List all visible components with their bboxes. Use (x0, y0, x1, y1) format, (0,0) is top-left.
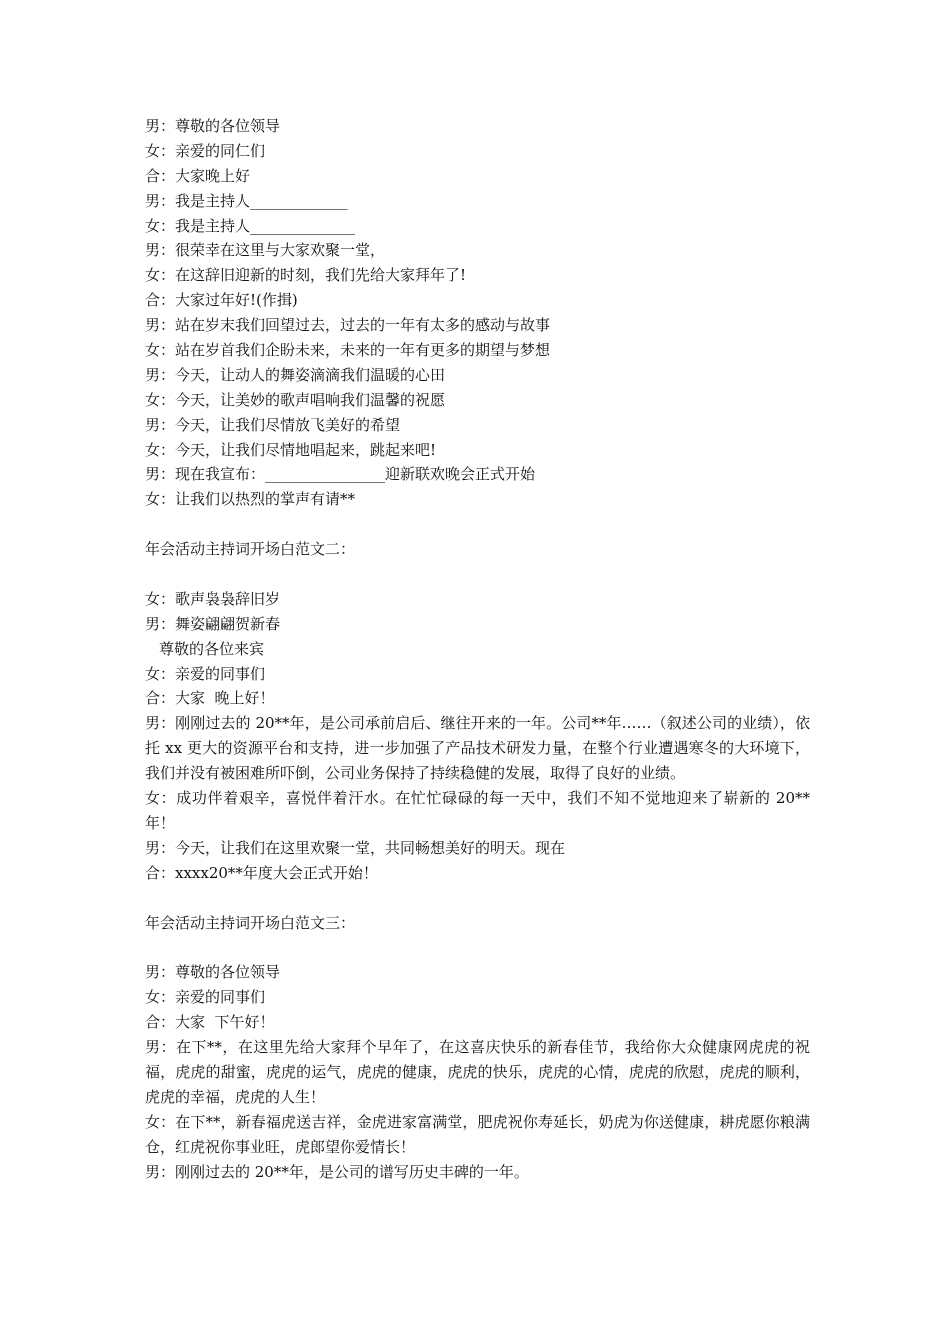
spacer (145, 886, 810, 911)
script-line: 合：大家 晚上好！ (145, 689, 275, 708)
script-line: 女：今天，让美妙的歌声唱响我们温馨的祝愿 (145, 390, 446, 409)
section-one (145, 114, 810, 512)
section-heading-three: 年会活动主持词开场白范文三： (145, 913, 356, 932)
script-line: 男：尊敬的各位领导 (145, 963, 281, 982)
script-line: 女：亲爱的同事们 (145, 664, 266, 683)
script-line: 女：在这辞旧迎新的时刻，我们先给大家拜年了! (145, 266, 467, 285)
script-line: 女：亲爱的同仁们 (145, 141, 266, 160)
script-line: 合：大家晚上好 (145, 166, 251, 185)
script-line: 男：我是主持人_____________ (145, 191, 348, 210)
script-line: 男：今天，让我们尽情放飞美好的希望 (145, 415, 401, 434)
script-line: 女：亲爱的同事们 (145, 988, 266, 1007)
script-line: 男：很荣幸在这里与大家欢聚一堂， (145, 241, 386, 260)
script-paragraph: 男：在下**，在这里先给大家拜个早年了，在这喜庆快乐的新春佳节，我给你大众健康网虎虎的祝福，虎虎的甜蜜，虎虎的运气，虎虎的健康，虎虎的快乐，虎虎的心情，虎虎的欣慰，虎虎的顺利，虎虎的幸福，虎虎的人生！ (145, 1038, 810, 1106)
script-paragraph: 女：成功伴着艰辛，喜悦伴着汗水。在忙忙碌碌的每一天中，我们不知不觉地迎来了崭新的 20**年！ (145, 789, 810, 832)
section-three (145, 960, 810, 1184)
script-line: 女：歌声袅袅辞旧岁 (145, 589, 281, 608)
script-line: 女：站在岁首我们企盼未来，未来的一年有更多的期望与梦想 (145, 341, 551, 360)
section-heading-two: 年会活动主持词开场白范文二： (145, 540, 356, 559)
script-line: 合：大家 下午好！ (145, 1013, 275, 1032)
document-page (145, 114, 810, 1184)
spacer (145, 935, 810, 960)
script-paragraph: 男：刚刚过去的 20**年，是公司承前启后、继往开来的一年。公司**年……（叙述公司的业绩），依托 xx 更大的资源平台和支持，进一步加强了产品技术研发力量，在整个行业遭遇寒冬的大环境下，我们并没有被困难所吓倒，公司业务保持了持续稳健的发展，取得了良好的业绩。 (145, 714, 810, 783)
script-line: 合：大家过年好!(作揖) (145, 291, 298, 310)
script-line: 男：今天，让我们在这里欢聚一堂，共同畅想美好的明天。现在 (145, 838, 566, 857)
spacer (145, 562, 810, 587)
spacer (145, 512, 810, 537)
script-line: 男：今天，让动人的舞姿滴滴我们温暖的心田 (145, 365, 446, 384)
script-line: 男：尊敬的各位领导 (145, 117, 281, 135)
script-line: 女：我是主持人______________ (145, 216, 356, 235)
script-line: 尊敬的各位来宾 (159, 639, 265, 658)
script-line: 女：让我们以热烈的掌声有请** (145, 490, 356, 509)
script-line: 男：刚刚过去的 20**年，是公司的谱写历史丰碑的一年。 (145, 1162, 529, 1181)
script-line: 男：站在岁末我们回望过去，过去的一年有太多的感动与故事 (145, 316, 551, 335)
script-paragraph: 女：在下**，新春福虎送吉祥，金虎进家富满堂，肥虎祝你寿延长，奶虎为你送健康，耕虎愿你粮满仓，红虎祝你事业旺，虎郎望你爱情长！ (145, 1112, 810, 1156)
script-line: 女：今天，让我们尽情地唱起来，跳起来吧! (145, 440, 437, 459)
script-line: 男：现在我宣布：________________迎新联欢晚会正式开始 (145, 465, 536, 484)
script-line: 合：xxxx20**年度大会正式开始！ (145, 863, 378, 882)
section-two (145, 587, 810, 886)
script-line: 男：舞姿翩翩贺新春 (145, 614, 281, 633)
